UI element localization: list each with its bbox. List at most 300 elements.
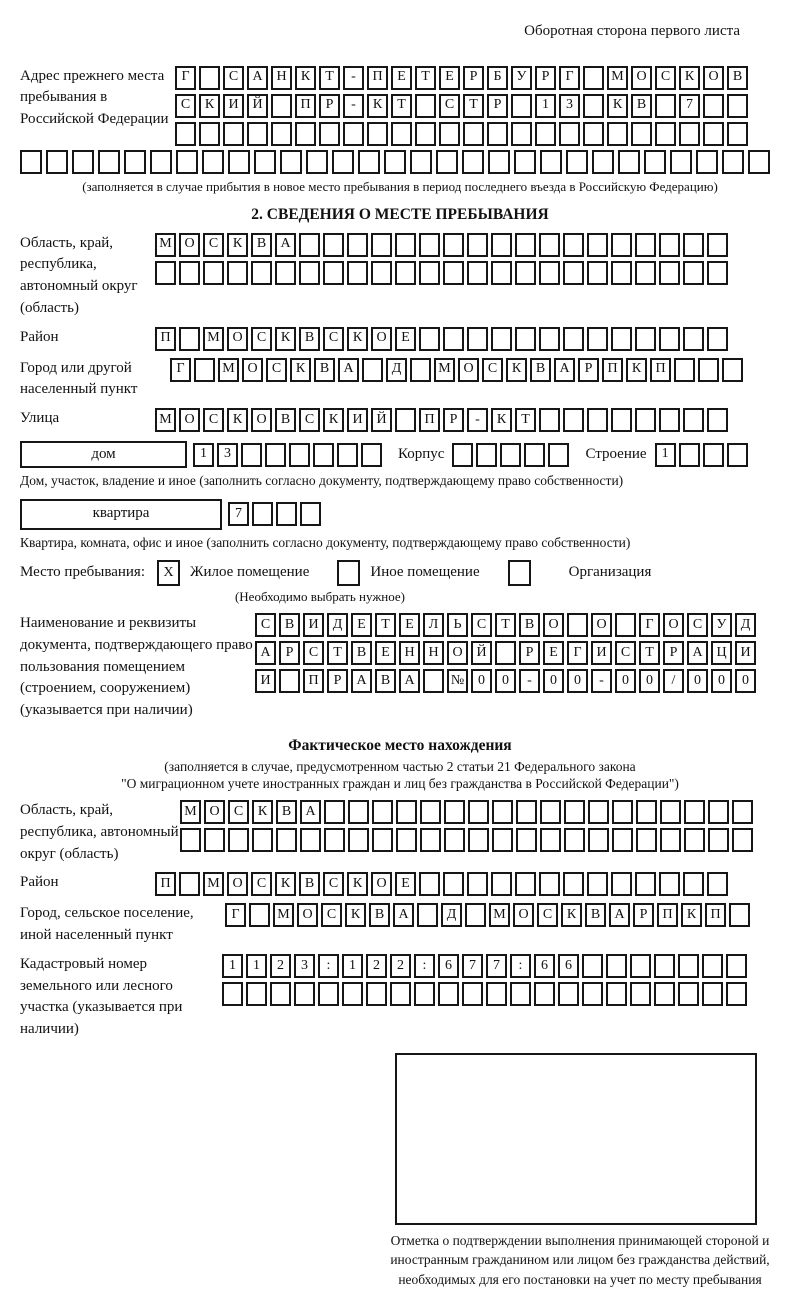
- char-cell[interactable]: [295, 122, 316, 146]
- char-cell[interactable]: [732, 800, 753, 824]
- char-cell[interactable]: [635, 327, 656, 351]
- char-cell[interactable]: [583, 122, 604, 146]
- char-cell[interactable]: В: [276, 800, 297, 824]
- char-cell[interactable]: [46, 150, 68, 174]
- char-cell[interactable]: [254, 150, 276, 174]
- char-cell[interactable]: [289, 443, 310, 467]
- char-cell[interactable]: [548, 443, 569, 467]
- char-cell[interactable]: О: [179, 233, 200, 257]
- char-cell[interactable]: [223, 122, 244, 146]
- char-cell[interactable]: [732, 828, 753, 852]
- stay-type-checkbox-residential[interactable]: X: [157, 560, 180, 586]
- char-cell[interactable]: [299, 261, 320, 285]
- char-cell[interactable]: П: [419, 408, 440, 432]
- char-cell[interactable]: А: [554, 358, 575, 382]
- char-cell[interactable]: [199, 66, 220, 90]
- char-cell[interactable]: [390, 982, 411, 1006]
- char-cell[interactable]: С: [255, 613, 276, 637]
- char-cell[interactable]: С: [615, 641, 636, 665]
- char-cell[interactable]: Р: [319, 94, 340, 118]
- char-cell[interactable]: [228, 150, 250, 174]
- char-cell[interactable]: [395, 233, 416, 257]
- char-cell[interactable]: Г: [567, 641, 588, 665]
- char-cell[interactable]: [587, 408, 608, 432]
- char-cell[interactable]: В: [279, 613, 300, 637]
- char-cell[interactable]: [347, 233, 368, 257]
- char-cell[interactable]: В: [369, 903, 390, 927]
- char-cell[interactable]: 0: [495, 669, 516, 693]
- char-cell[interactable]: [467, 233, 488, 257]
- char-cell[interactable]: [488, 150, 510, 174]
- char-cell[interactable]: К: [290, 358, 311, 382]
- char-cell[interactable]: [635, 233, 656, 257]
- char-cell[interactable]: 0: [735, 669, 756, 693]
- char-cell[interactable]: [558, 982, 579, 1006]
- char-cell[interactable]: К: [506, 358, 527, 382]
- char-cell[interactable]: И: [347, 408, 368, 432]
- char-cell[interactable]: [265, 443, 286, 467]
- char-cell[interactable]: А: [687, 641, 708, 665]
- char-cell[interactable]: [492, 828, 513, 852]
- char-cell[interactable]: [564, 828, 585, 852]
- char-cell[interactable]: А: [300, 800, 321, 824]
- char-cell[interactable]: М: [203, 327, 224, 351]
- char-cell[interactable]: Т: [495, 613, 516, 637]
- char-cell[interactable]: Ь: [447, 613, 468, 637]
- char-cell[interactable]: Г: [559, 66, 580, 90]
- char-cell[interactable]: К: [345, 903, 366, 927]
- char-cell[interactable]: [587, 327, 608, 351]
- char-cell[interactable]: [726, 954, 747, 978]
- char-cell[interactable]: 2: [270, 954, 291, 978]
- char-cell[interactable]: П: [303, 669, 324, 693]
- char-cell[interactable]: [420, 828, 441, 852]
- char-cell[interactable]: Т: [327, 641, 348, 665]
- char-cell[interactable]: С: [537, 903, 558, 927]
- char-cell[interactable]: О: [458, 358, 479, 382]
- char-cell[interactable]: [410, 358, 431, 382]
- char-cell[interactable]: В: [519, 613, 540, 637]
- char-cell[interactable]: 2: [366, 954, 387, 978]
- char-cell[interactable]: К: [295, 66, 316, 90]
- char-cell[interactable]: М: [273, 903, 294, 927]
- char-cell[interactable]: [367, 122, 388, 146]
- char-cell[interactable]: Р: [578, 358, 599, 382]
- char-cell[interactable]: [583, 94, 604, 118]
- char-cell[interactable]: [20, 150, 42, 174]
- char-cell[interactable]: [514, 150, 536, 174]
- char-cell[interactable]: [516, 800, 537, 824]
- char-cell[interactable]: [707, 408, 728, 432]
- char-cell[interactable]: [495, 641, 516, 665]
- char-cell[interactable]: [347, 261, 368, 285]
- char-cell[interactable]: [227, 261, 248, 285]
- char-cell[interactable]: [491, 872, 512, 896]
- char-cell[interactable]: [635, 261, 656, 285]
- char-cell[interactable]: [318, 982, 339, 1006]
- char-cell[interactable]: [511, 122, 532, 146]
- char-cell[interactable]: [659, 872, 680, 896]
- char-cell[interactable]: О: [591, 613, 612, 637]
- char-cell[interactable]: Т: [639, 641, 660, 665]
- char-cell[interactable]: К: [347, 327, 368, 351]
- char-cell[interactable]: [348, 800, 369, 824]
- char-cell[interactable]: О: [703, 66, 724, 90]
- char-cell[interactable]: Г: [639, 613, 660, 637]
- char-cell[interactable]: [702, 982, 723, 1006]
- char-cell[interactable]: И: [255, 669, 276, 693]
- char-cell[interactable]: Р: [443, 408, 464, 432]
- char-cell[interactable]: [204, 828, 225, 852]
- char-cell[interactable]: Д: [735, 613, 756, 637]
- char-cell[interactable]: К: [679, 66, 700, 90]
- char-cell[interactable]: О: [204, 800, 225, 824]
- char-cell[interactable]: [567, 613, 588, 637]
- char-cell[interactable]: [539, 872, 560, 896]
- char-cell[interactable]: [683, 233, 704, 257]
- stay-type-checkbox-organization[interactable]: [508, 560, 531, 586]
- char-cell[interactable]: [300, 502, 321, 526]
- char-cell[interactable]: В: [351, 641, 372, 665]
- char-cell[interactable]: Д: [441, 903, 462, 927]
- char-cell[interactable]: [539, 261, 560, 285]
- char-cell[interactable]: [247, 122, 268, 146]
- char-cell[interactable]: [524, 443, 545, 467]
- char-cell[interactable]: Е: [351, 613, 372, 637]
- char-cell[interactable]: /: [663, 669, 684, 693]
- char-cell[interactable]: [515, 327, 536, 351]
- char-cell[interactable]: Р: [633, 903, 654, 927]
- char-cell[interactable]: [228, 828, 249, 852]
- char-cell[interactable]: [415, 122, 436, 146]
- char-cell[interactable]: М: [607, 66, 628, 90]
- char-cell[interactable]: [630, 954, 651, 978]
- char-cell[interactable]: [659, 408, 680, 432]
- char-cell[interactable]: [511, 94, 532, 118]
- char-cell[interactable]: [203, 261, 224, 285]
- char-cell[interactable]: 1: [193, 443, 214, 467]
- char-cell[interactable]: [534, 982, 555, 1006]
- char-cell[interactable]: [252, 502, 273, 526]
- char-cell[interactable]: [729, 903, 750, 927]
- char-cell[interactable]: [361, 443, 382, 467]
- char-cell[interactable]: [510, 982, 531, 1006]
- char-cell[interactable]: [443, 872, 464, 896]
- char-cell[interactable]: [294, 982, 315, 1006]
- char-cell[interactable]: [194, 358, 215, 382]
- char-cell[interactable]: К: [227, 233, 248, 257]
- char-cell[interactable]: О: [179, 408, 200, 432]
- char-cell[interactable]: [592, 150, 614, 174]
- char-cell[interactable]: [539, 408, 560, 432]
- char-cell[interactable]: [275, 261, 296, 285]
- char-cell[interactable]: [313, 443, 334, 467]
- char-cell[interactable]: [467, 327, 488, 351]
- char-cell[interactable]: [492, 800, 513, 824]
- char-cell[interactable]: [299, 233, 320, 257]
- char-cell[interactable]: [698, 358, 719, 382]
- char-cell[interactable]: [395, 261, 416, 285]
- char-cell[interactable]: [588, 828, 609, 852]
- char-cell[interactable]: К: [227, 408, 248, 432]
- char-cell[interactable]: В: [631, 94, 652, 118]
- char-cell[interactable]: 1: [246, 954, 267, 978]
- char-cell[interactable]: У: [711, 613, 732, 637]
- char-cell[interactable]: [611, 233, 632, 257]
- char-cell[interactable]: [415, 94, 436, 118]
- char-cell[interactable]: Т: [319, 66, 340, 90]
- char-cell[interactable]: [516, 828, 537, 852]
- char-cell[interactable]: [535, 122, 556, 146]
- char-cell[interactable]: [707, 872, 728, 896]
- char-cell[interactable]: О: [251, 408, 272, 432]
- char-cell[interactable]: [670, 150, 692, 174]
- char-cell[interactable]: [727, 443, 748, 467]
- char-cell[interactable]: 3: [294, 954, 315, 978]
- char-cell[interactable]: [414, 982, 435, 1006]
- char-cell[interactable]: [323, 233, 344, 257]
- char-cell[interactable]: [324, 828, 345, 852]
- char-cell[interactable]: К: [275, 327, 296, 351]
- char-cell[interactable]: [468, 800, 489, 824]
- char-cell[interactable]: -: [343, 94, 364, 118]
- char-cell[interactable]: [395, 408, 416, 432]
- char-cell[interactable]: [410, 150, 432, 174]
- char-cell[interactable]: К: [252, 800, 273, 824]
- char-cell[interactable]: П: [295, 94, 316, 118]
- char-cell[interactable]: [276, 828, 297, 852]
- char-cell[interactable]: [615, 613, 636, 637]
- char-cell[interactable]: М: [180, 800, 201, 824]
- char-cell[interactable]: [611, 261, 632, 285]
- char-cell[interactable]: 1: [655, 443, 676, 467]
- char-cell[interactable]: [515, 233, 536, 257]
- char-cell[interactable]: [654, 982, 675, 1006]
- char-cell[interactable]: У: [511, 66, 532, 90]
- char-cell[interactable]: [372, 828, 393, 852]
- char-cell[interactable]: [491, 233, 512, 257]
- char-cell[interactable]: [150, 150, 172, 174]
- char-cell[interactable]: Ц: [711, 641, 732, 665]
- char-cell[interactable]: [465, 903, 486, 927]
- char-cell[interactable]: 0: [543, 669, 564, 693]
- char-cell[interactable]: [246, 982, 267, 1006]
- char-cell[interactable]: [563, 872, 584, 896]
- char-cell[interactable]: [587, 872, 608, 896]
- char-cell[interactable]: Й: [247, 94, 268, 118]
- char-cell[interactable]: [644, 150, 666, 174]
- char-cell[interactable]: [419, 327, 440, 351]
- char-cell[interactable]: Р: [535, 66, 556, 90]
- char-cell[interactable]: [703, 94, 724, 118]
- char-cell[interactable]: [588, 800, 609, 824]
- char-cell[interactable]: [679, 443, 700, 467]
- char-cell[interactable]: [279, 669, 300, 693]
- char-cell[interactable]: 7: [462, 954, 483, 978]
- char-cell[interactable]: [607, 122, 628, 146]
- char-cell[interactable]: [337, 443, 358, 467]
- char-cell[interactable]: [323, 261, 344, 285]
- char-cell[interactable]: [708, 828, 729, 852]
- char-cell[interactable]: [563, 408, 584, 432]
- char-cell[interactable]: 3: [559, 94, 580, 118]
- char-cell[interactable]: [423, 669, 444, 693]
- char-cell[interactable]: С: [687, 613, 708, 637]
- char-cell[interactable]: 0: [615, 669, 636, 693]
- char-cell[interactable]: [611, 408, 632, 432]
- char-cell[interactable]: [631, 122, 652, 146]
- char-cell[interactable]: А: [275, 233, 296, 257]
- char-cell[interactable]: К: [323, 408, 344, 432]
- char-cell[interactable]: А: [393, 903, 414, 927]
- char-cell[interactable]: М: [203, 872, 224, 896]
- char-cell[interactable]: С: [266, 358, 287, 382]
- char-cell[interactable]: [696, 150, 718, 174]
- char-cell[interactable]: [343, 122, 364, 146]
- char-cell[interactable]: Н: [271, 66, 292, 90]
- char-cell[interactable]: К: [491, 408, 512, 432]
- char-cell[interactable]: Е: [439, 66, 460, 90]
- char-cell[interactable]: [491, 261, 512, 285]
- char-cell[interactable]: [587, 261, 608, 285]
- char-cell[interactable]: [155, 261, 176, 285]
- char-cell[interactable]: [655, 122, 676, 146]
- char-cell[interactable]: Т: [391, 94, 412, 118]
- char-cell[interactable]: [684, 828, 705, 852]
- char-cell[interactable]: [515, 261, 536, 285]
- char-cell[interactable]: [611, 327, 632, 351]
- char-cell[interactable]: [703, 443, 724, 467]
- char-cell[interactable]: О: [297, 903, 318, 927]
- char-cell[interactable]: О: [242, 358, 263, 382]
- char-cell[interactable]: [319, 122, 340, 146]
- char-cell[interactable]: Е: [395, 872, 416, 896]
- char-cell[interactable]: [358, 150, 380, 174]
- char-cell[interactable]: [707, 327, 728, 351]
- char-cell[interactable]: С: [223, 66, 244, 90]
- char-cell[interactable]: [396, 800, 417, 824]
- char-cell[interactable]: 7: [228, 502, 249, 526]
- char-cell[interactable]: [241, 443, 262, 467]
- char-cell[interactable]: С: [228, 800, 249, 824]
- char-cell[interactable]: [636, 800, 657, 824]
- char-cell[interactable]: А: [399, 669, 420, 693]
- char-cell[interactable]: [467, 261, 488, 285]
- char-cell[interactable]: [444, 828, 465, 852]
- char-cell[interactable]: [444, 800, 465, 824]
- char-cell[interactable]: [582, 982, 603, 1006]
- char-cell[interactable]: [417, 903, 438, 927]
- char-cell[interactable]: [678, 954, 699, 978]
- char-cell[interactable]: [659, 261, 680, 285]
- char-cell[interactable]: Й: [371, 408, 392, 432]
- char-cell[interactable]: [396, 828, 417, 852]
- char-cell[interactable]: О: [447, 641, 468, 665]
- char-cell[interactable]: [702, 954, 723, 978]
- char-cell[interactable]: :: [318, 954, 339, 978]
- char-cell[interactable]: С: [471, 613, 492, 637]
- char-cell[interactable]: [222, 982, 243, 1006]
- char-cell[interactable]: [679, 122, 700, 146]
- char-cell[interactable]: [654, 954, 675, 978]
- char-cell[interactable]: О: [513, 903, 534, 927]
- char-cell[interactable]: 7: [486, 954, 507, 978]
- char-cell[interactable]: Е: [395, 327, 416, 351]
- char-cell[interactable]: [271, 122, 292, 146]
- char-cell[interactable]: В: [530, 358, 551, 382]
- char-cell[interactable]: Р: [663, 641, 684, 665]
- char-cell[interactable]: №: [447, 669, 468, 693]
- char-cell[interactable]: [660, 828, 681, 852]
- char-cell[interactable]: Б: [487, 66, 508, 90]
- char-cell[interactable]: П: [155, 872, 176, 896]
- char-cell[interactable]: [371, 261, 392, 285]
- char-cell[interactable]: 6: [438, 954, 459, 978]
- char-cell[interactable]: С: [655, 66, 676, 90]
- char-cell[interactable]: -: [467, 408, 488, 432]
- char-cell[interactable]: С: [439, 94, 460, 118]
- char-cell[interactable]: [362, 358, 383, 382]
- char-cell[interactable]: 1: [222, 954, 243, 978]
- char-cell[interactable]: В: [585, 903, 606, 927]
- char-cell[interactable]: В: [275, 408, 296, 432]
- char-cell[interactable]: П: [705, 903, 726, 927]
- char-cell[interactable]: -: [519, 669, 540, 693]
- char-cell[interactable]: [371, 233, 392, 257]
- char-cell[interactable]: [566, 150, 588, 174]
- char-cell[interactable]: Г: [170, 358, 191, 382]
- char-cell[interactable]: 0: [471, 669, 492, 693]
- char-cell[interactable]: -: [343, 66, 364, 90]
- char-cell[interactable]: [348, 828, 369, 852]
- char-cell[interactable]: К: [347, 872, 368, 896]
- char-cell[interactable]: [419, 233, 440, 257]
- char-cell[interactable]: [722, 358, 743, 382]
- char-cell[interactable]: [436, 150, 458, 174]
- char-cell[interactable]: [539, 233, 560, 257]
- char-cell[interactable]: [443, 233, 464, 257]
- char-cell[interactable]: И: [735, 641, 756, 665]
- char-cell[interactable]: [199, 122, 220, 146]
- char-cell[interactable]: Н: [423, 641, 444, 665]
- char-cell[interactable]: Е: [375, 641, 396, 665]
- char-cell[interactable]: 0: [567, 669, 588, 693]
- char-cell[interactable]: П: [155, 327, 176, 351]
- char-cell[interactable]: К: [561, 903, 582, 927]
- char-cell[interactable]: [563, 261, 584, 285]
- char-cell[interactable]: [612, 828, 633, 852]
- char-cell[interactable]: [515, 872, 536, 896]
- char-cell[interactable]: [180, 828, 201, 852]
- char-cell[interactable]: [582, 954, 603, 978]
- char-cell[interactable]: Г: [175, 66, 196, 90]
- char-cell[interactable]: Т: [415, 66, 436, 90]
- char-cell[interactable]: [391, 122, 412, 146]
- char-cell[interactable]: [462, 982, 483, 1006]
- char-cell[interactable]: [660, 800, 681, 824]
- char-cell[interactable]: [491, 327, 512, 351]
- char-cell[interactable]: [98, 150, 120, 174]
- char-cell[interactable]: [306, 150, 328, 174]
- char-cell[interactable]: Г: [225, 903, 246, 927]
- char-cell[interactable]: [419, 261, 440, 285]
- char-cell[interactable]: [476, 443, 497, 467]
- char-cell[interactable]: [659, 233, 680, 257]
- char-cell[interactable]: [500, 443, 521, 467]
- char-cell[interactable]: 1: [535, 94, 556, 118]
- char-cell[interactable]: Е: [543, 641, 564, 665]
- char-cell[interactable]: Т: [463, 94, 484, 118]
